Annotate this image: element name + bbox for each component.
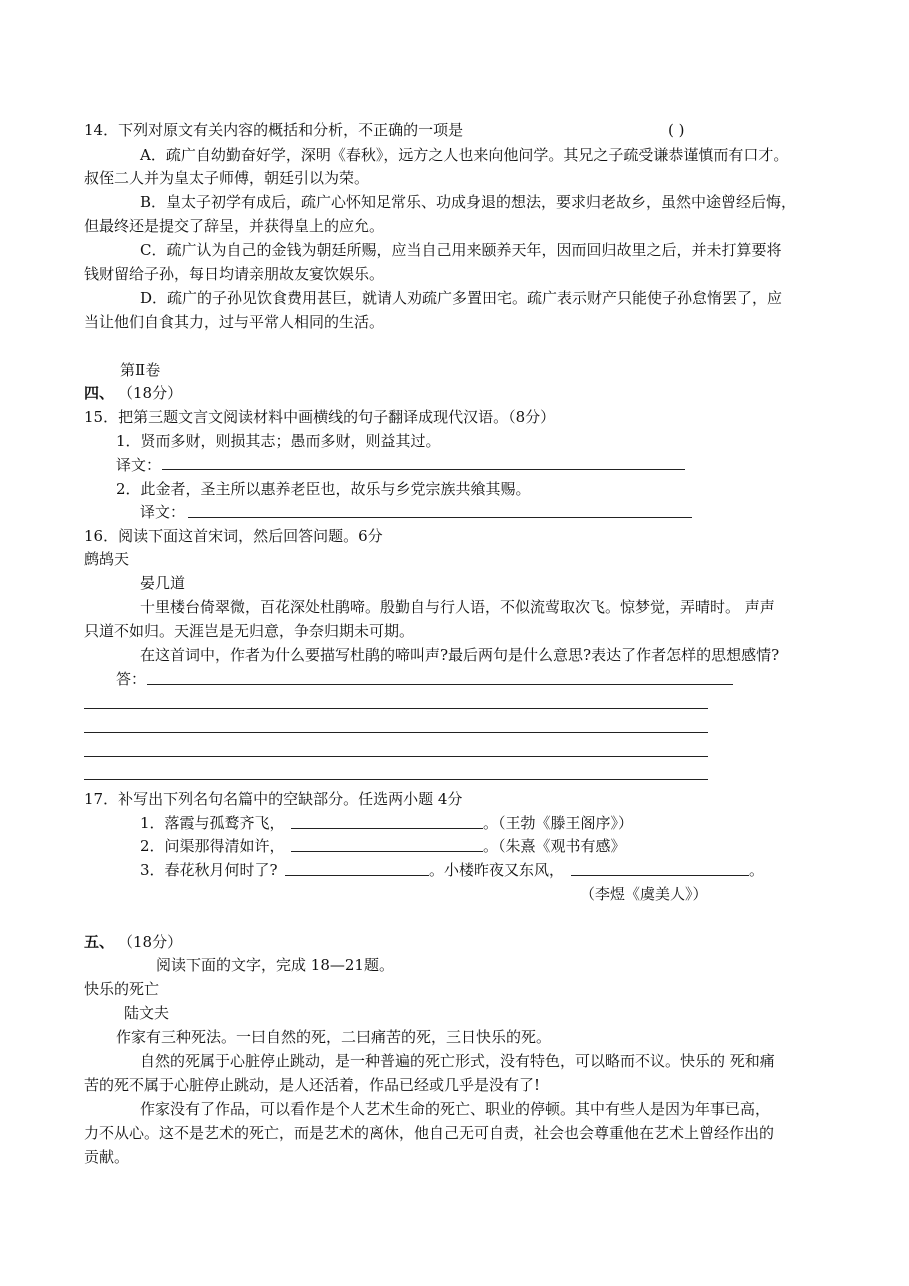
section-five-score: （18分） — [118, 933, 183, 951]
section-five-number: 五、 — [84, 933, 115, 951]
q16-answer-label: 答： — [116, 670, 147, 688]
q16-poem-line2: 只道不如归。天涯岂是无归意，争奈归期未可期。 — [84, 622, 415, 640]
section-four-score: （18分） — [118, 384, 183, 402]
section-four-number: 四、 — [84, 384, 115, 402]
essay-paragraph-3-line2: 力不从心。这不是艺术的死亡，而是艺术的离休，他自己无可自责，社会也会尊重他在艺术上曾经作出的 — [84, 1124, 775, 1142]
q14-option-c-line1: C．疏广认为自己的金钱为朝廷所赐，应当自己用来颐养天年，因而回归故里之后，并未打算要将 — [140, 241, 782, 259]
q17-item3-end: 。 — [749, 861, 765, 879]
q17-item1-prefix: 1．落霞与孤鹜齐飞， — [140, 814, 285, 832]
q16-stem: 16．阅读下面这首宋词，然后回答问题。6分 — [84, 527, 383, 545]
q14-answer-paren: ( ) — [668, 121, 685, 139]
q16-answer-line-5 — [84, 779, 708, 780]
q15-answer-line-2 — [188, 517, 692, 518]
essay-title: 快乐的死亡 — [84, 980, 160, 998]
q14-option-d-line2: 当让他们自食其力，过与平常人相同的生活。 — [84, 313, 385, 331]
q14-option-b-line2: 但最终还是提交了辞呈，并获得皇上的应允。 — [84, 217, 385, 235]
q14-option-d-line1: D．疏广的子孙见饮食费用甚巨，就请人劝疏广多置田宅。疏广表示财产只能使子孙怠惰罢了，应 — [140, 289, 783, 307]
q17-item3-source: （李煜《虞美人》） — [580, 885, 708, 903]
q15-answer-line-1 — [162, 469, 685, 470]
essay-paragraph-1: 作家有三种死法。一曰自然的死，二曰痛苦的死，三日快乐的死。 — [116, 1028, 552, 1046]
q15-sentence-1: 1．贤而多财，则损其志；愚而多财，则益其过。 — [116, 432, 441, 450]
q15-translation-label-2: 译文： — [140, 503, 186, 521]
q17-item1-source: 。（王勃《滕王阁序》） — [483, 814, 634, 832]
q17-item2-source: 。（朱熹《观书有感》 — [483, 837, 626, 855]
q16-poem-line1: 十里楼台倚翠微，百花深处杜鹃啼。殷勤自与行人语，不似流莺取次飞。惊梦觉，弄晴时。 声声 — [140, 598, 775, 616]
q17-item2-blank — [291, 851, 483, 852]
q17-item3-middle: 。小楼昨夜又东风， — [429, 861, 565, 879]
q17-stem: 17．补写出下列名句名篇中的空缺部分。任选两小题 4分 — [84, 790, 463, 808]
q17-item3-blank-2 — [571, 875, 749, 876]
q14-option-c-line2: 钱财留给子孙，每日均请亲朋故友宴饮娱乐。 — [84, 265, 385, 283]
essay-paragraph-3-line1: 作家没有了作品，可以看作是个人艺术生命的死亡、职业的停顿。其中有些人是因为年事已高， — [140, 1100, 771, 1118]
q15-sentence-2: 2．此金者，圣主所以惠养老臣也，故乐与乡党宗族共飨其赐。 — [116, 480, 531, 498]
q17-item3-prefix: 3．春花秋月何时了? — [140, 861, 278, 879]
essay-paragraph-3-line3: 贡献。 — [84, 1148, 130, 1166]
q15-translation-label-1: 译文： — [116, 456, 162, 474]
q14-option-a-line1: A．疏广自幼勤奋好学，深明《春秋》，远方之人也来向他问学。其兄之子疏受谦恭谨慎而有口才。 — [140, 146, 789, 164]
q16-question: 在这首词中，作者为什么要描写杜鹃的啼叫声?最后两句是什么意思?表达了作者怎样的思想感情? — [140, 646, 780, 664]
q14-stem: 14．下列对原文有关内容的概括和分析，不正确的一项是 — [84, 121, 464, 139]
q17-item1-blank — [291, 828, 483, 829]
essay-paragraph-2-line1: 自然的死属于心脏停止跳动，是一种普遍的死亡形式，没有特色，可以略而不议。快乐的 死和痛 — [140, 1052, 775, 1070]
q16-poem-author: 晏几道 — [140, 574, 186, 592]
essay-paragraph-2-line2: 苦的死不属于心脏停止跳动，是人还活着，作品已经或几乎是没有了! — [84, 1076, 541, 1094]
q16-poem-title: 鹧鸪天 — [84, 550, 130, 568]
volume-two-heading: 第Ⅱ卷 — [120, 361, 161, 379]
q16-answer-line-3 — [84, 732, 708, 733]
q17-item3-blank-1 — [285, 875, 429, 876]
q16-answer-line-1 — [147, 684, 733, 685]
essay-author: 陆文夫 — [124, 1004, 170, 1022]
reading-instruction: 阅读下面的文字，完成 18—21题。 — [156, 956, 394, 974]
q17-item2-prefix: 2．问渠那得清如许， — [140, 837, 285, 855]
q14-option-a-line2: 叔侄二人并为皇太子师傅，朝廷引以为荣。 — [84, 169, 370, 187]
q16-answer-line-4 — [84, 756, 708, 757]
q16-answer-line-2 — [84, 708, 708, 709]
q15-stem: 15．把第三题文言文阅读材料中画横线的句子翻译成现代汉语。（8分） — [84, 408, 556, 426]
q14-option-b-line1: B．皇太子初学有成后，疏广心怀知足常乐、功成身退的想法，要求归老故乡，虽然中途曾经后悔， — [140, 193, 797, 211]
